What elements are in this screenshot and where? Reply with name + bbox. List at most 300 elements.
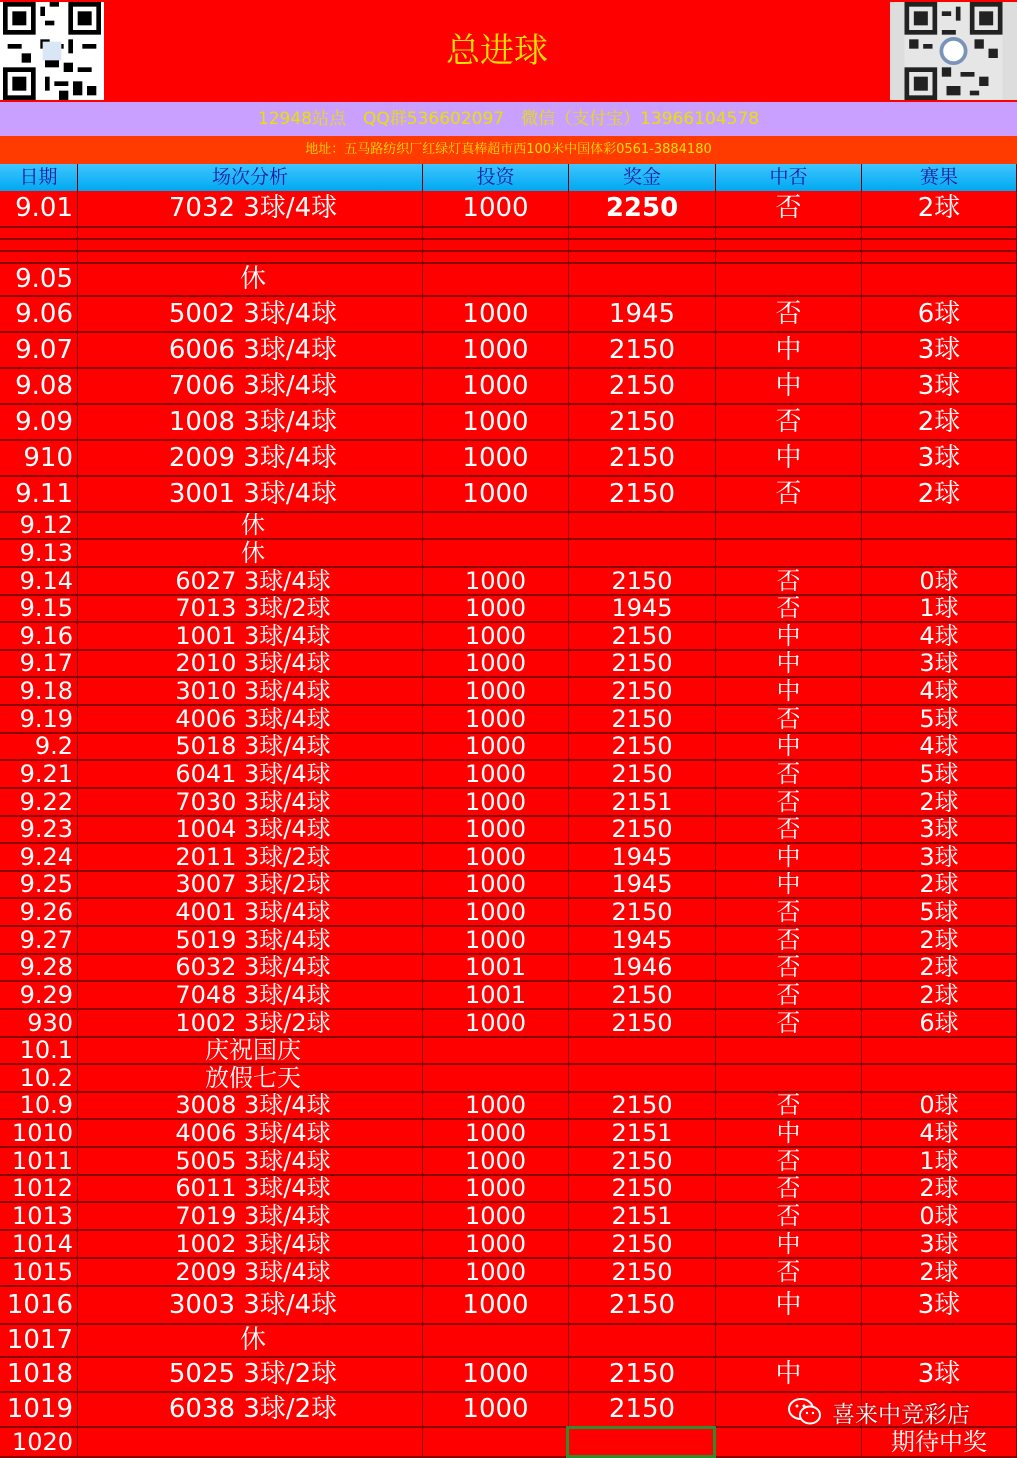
cell-prize: 2150 <box>569 405 716 439</box>
table-row <box>0 1176 1017 1203</box>
cell-match: 1002 3球/4球 <box>78 1231 423 1257</box>
cell-date: 1011 <box>0 1148 78 1174</box>
cell-prize: 1945 <box>569 596 716 621</box>
cell-match: 2009 3球/4球 <box>78 1259 423 1285</box>
cell-date: 9.11 <box>0 477 78 511</box>
cell-match: 1001 3球/4球 <box>78 623 423 649</box>
cell-result: 2球 <box>862 405 1017 439</box>
cell-stake: 1000 <box>423 297 569 331</box>
table-row <box>0 789 1017 817</box>
cell-stake <box>423 1065 569 1091</box>
table-row <box>0 706 1017 734</box>
cell-prize: 2150 <box>569 651 716 676</box>
wechat-icon <box>788 1397 822 1427</box>
cell-stake: 1000 <box>423 568 569 594</box>
cell-hit: 否 <box>716 1148 862 1174</box>
cell-stake: 1000 <box>423 1393 569 1426</box>
watermark <box>788 1392 970 1432</box>
cell-prize <box>569 240 716 250</box>
cell-hit: 中 <box>716 734 862 759</box>
cell-date: 1013 <box>0 1203 78 1229</box>
cell-result: 1球 <box>862 596 1017 621</box>
cell-stake: 1000 <box>423 1259 569 1285</box>
cell-hit: 否 <box>716 817 862 842</box>
cell-match: 5018 3球/4球 <box>78 734 423 759</box>
cell-match: 7030 3球/4球 <box>78 789 423 815</box>
cell-date: 9.05 <box>0 264 78 295</box>
cell-prize: 1945 <box>569 297 716 331</box>
cell-match: 5005 3球/4球 <box>78 1148 423 1174</box>
cell-hit: 否 <box>716 477 862 511</box>
cell-match <box>78 252 423 262</box>
cell-match: 4001 3球/4球 <box>78 899 423 925</box>
cell-prize: 2150 <box>569 369 716 403</box>
cell-date: 1012 <box>0 1176 78 1201</box>
table-row <box>0 191 1017 228</box>
cell-match: 7048 3球/4球 <box>78 982 423 1008</box>
cell-hit: 中 <box>716 844 862 870</box>
cell-match: 4006 3球/4球 <box>78 1120 423 1146</box>
cell-prize: 1946 <box>569 955 716 980</box>
cell-prize: 2150 <box>569 734 716 759</box>
cell-date: 9.21 <box>0 761 78 787</box>
cell-hit: 中 <box>716 623 862 649</box>
table-row <box>0 405 1017 441</box>
cell-stake: 1000 <box>423 1010 569 1036</box>
cell-hit: 中 <box>716 1287 862 1323</box>
cell-result: 2球 <box>862 982 1017 1008</box>
cell-match: 放假七天 <box>78 1065 423 1091</box>
cell-prize: 2150 <box>569 333 716 367</box>
cell-date: 10.2 <box>0 1065 78 1091</box>
cell-date: 9.2 <box>0 734 78 759</box>
cell-date: 9.24 <box>0 844 78 870</box>
cell-date <box>0 228 78 238</box>
cell-result: 1球 <box>862 1148 1017 1174</box>
cell-hit: 否 <box>716 1259 862 1285</box>
cell-match: 3010 3球/4球 <box>78 678 423 704</box>
cell-hit: 否 <box>716 1010 862 1036</box>
cell-hit: 否 <box>716 297 862 331</box>
cell-prize: 2150 <box>569 1393 716 1426</box>
cell-match: 7019 3球/4球 <box>78 1203 423 1229</box>
cell-hit: 中 <box>716 872 862 897</box>
cell-hit: 否 <box>716 1176 862 1201</box>
table-row <box>0 252 1017 264</box>
cell-result <box>862 264 1017 295</box>
cell-result: 6球 <box>862 1010 1017 1036</box>
table-row <box>0 927 1017 955</box>
cell-match: 7013 3球/2球 <box>78 596 423 621</box>
cell-prize: 2150 <box>569 623 716 649</box>
cell-stake: 1000 <box>423 1231 569 1257</box>
cell-date: 9.26 <box>0 899 78 925</box>
results-table <box>0 191 1017 1458</box>
cell-date: 9.16 <box>0 623 78 649</box>
cell-prize: 2150 <box>569 1259 716 1285</box>
cell-match: 3001 3球/4球 <box>78 477 423 511</box>
cell-prize: 2150 <box>569 568 716 594</box>
cell-date: 1014 <box>0 1231 78 1257</box>
cell-stake <box>423 1428 569 1456</box>
cell-match <box>78 1428 423 1456</box>
cell-match: 6041 3球/4球 <box>78 761 423 787</box>
cell-result <box>862 240 1017 250</box>
table-row <box>0 1325 1017 1358</box>
cell-prize <box>569 1065 716 1091</box>
table-row <box>0 1010 1017 1038</box>
cell-prize: 2150 <box>569 982 716 1008</box>
cell-match: 6027 3球/4球 <box>78 568 423 594</box>
cell-match: 4006 3球/4球 <box>78 706 423 732</box>
qr-code-right[interactable] <box>890 2 1017 100</box>
table-row <box>0 872 1017 899</box>
cell-result <box>862 252 1017 262</box>
cell-prize: 2150 <box>569 1148 716 1174</box>
cell-date: 9.29 <box>0 982 78 1008</box>
cell-stake <box>423 252 569 262</box>
cell-prize <box>569 252 716 262</box>
cell-hit: 否 <box>716 927 862 953</box>
cell-stake <box>423 240 569 250</box>
cell-hit <box>716 1428 862 1456</box>
table-row <box>0 1203 1017 1231</box>
cell-stake: 1000 <box>423 1203 569 1229</box>
cell-date: 9.22 <box>0 789 78 815</box>
cell-date: 9.13 <box>0 540 78 566</box>
cell-hit: 否 <box>716 955 862 980</box>
cell-match: 3003 3球/4球 <box>78 1287 423 1323</box>
cell-stake: 1001 <box>423 982 569 1008</box>
cell-stake: 1001 <box>423 955 569 980</box>
cell-hit: 中 <box>716 1120 862 1146</box>
cell-prize: 2150 <box>569 1093 716 1118</box>
table-row <box>0 596 1017 623</box>
cell-hit <box>716 1038 862 1063</box>
table-row <box>0 982 1017 1010</box>
cell-result: 4球 <box>862 734 1017 759</box>
cell-prize: 1945 <box>569 927 716 953</box>
cell-hit: 否 <box>716 191 862 226</box>
table-row <box>0 844 1017 872</box>
cell-result: 2球 <box>862 789 1017 815</box>
cell-result: 4球 <box>862 1120 1017 1146</box>
qr-code-icon <box>890 2 1017 100</box>
table-row <box>0 761 1017 789</box>
highlight-box <box>566 1426 716 1458</box>
cell-stake <box>423 540 569 566</box>
table-row <box>0 333 1017 369</box>
cell-result: 6球 <box>862 297 1017 331</box>
cell-date: 9.01 <box>0 191 78 226</box>
table-row <box>0 264 1017 297</box>
cell-result: 3球 <box>862 1231 1017 1257</box>
cell-result: 0球 <box>862 568 1017 594</box>
table-row <box>0 1358 1017 1393</box>
cell-hit <box>716 513 862 538</box>
cell-match: 6006 3球/4球 <box>78 333 423 367</box>
cell-result: 2球 <box>862 927 1017 953</box>
cell-stake <box>423 1038 569 1063</box>
cell-prize: 2150 <box>569 1287 716 1323</box>
cell-result: 3球 <box>862 844 1017 870</box>
cell-match: 休 <box>78 513 423 538</box>
cell-result: 2球 <box>862 1259 1017 1285</box>
cell-date: 9.28 <box>0 955 78 980</box>
table-row <box>0 540 1017 568</box>
cell-stake: 1000 <box>423 441 569 475</box>
cell-hit <box>716 1065 862 1091</box>
cell-prize: 2150 <box>569 1010 716 1036</box>
cell-prize: 2150 <box>569 441 716 475</box>
cell-stake: 1000 <box>423 734 569 759</box>
cell-prize <box>569 228 716 238</box>
column-header-date: 日期 <box>0 164 78 191</box>
column-header-hit: 中否 <box>716 164 862 191</box>
table-row <box>0 369 1017 405</box>
cell-match: 1008 3球/4球 <box>78 405 423 439</box>
cell-stake: 1000 <box>423 333 569 367</box>
cell-match: 6038 3球/2球 <box>78 1393 423 1426</box>
cell-prize <box>569 540 716 566</box>
cell-match: 6011 3球/4球 <box>78 1176 423 1201</box>
cell-date: 1010 <box>0 1120 78 1146</box>
cell-match: 休 <box>78 540 423 566</box>
cell-date: 1015 <box>0 1259 78 1285</box>
cell-match: 2009 3球/4球 <box>78 441 423 475</box>
cell-hit: 中 <box>716 333 862 367</box>
cell-date: 1016 <box>0 1287 78 1323</box>
table-row <box>0 1148 1017 1176</box>
cell-prize: 2150 <box>569 817 716 842</box>
cell-match: 3008 3球/4球 <box>78 1093 423 1118</box>
cell-date: 1020 <box>0 1428 78 1456</box>
cell-stake: 1000 <box>423 1093 569 1118</box>
cell-stake: 1000 <box>423 405 569 439</box>
table-row <box>0 1231 1017 1259</box>
cell-stake: 1000 <box>423 872 569 897</box>
cell-prize: 2150 <box>569 1358 716 1391</box>
table-row <box>0 228 1017 240</box>
cell-date: 9.06 <box>0 297 78 331</box>
cell-stake <box>423 228 569 238</box>
cell-stake: 1000 <box>423 899 569 925</box>
table-row <box>0 441 1017 477</box>
cell-result: 2球 <box>862 955 1017 980</box>
table-header <box>0 164 1017 191</box>
qr-code-icon <box>0 2 104 100</box>
cell-date: 1018 <box>0 1358 78 1391</box>
cell-hit: 否 <box>716 405 862 439</box>
cell-result: 5球 <box>862 761 1017 787</box>
cell-result: 3球 <box>862 441 1017 475</box>
cell-date: 9.27 <box>0 927 78 953</box>
cell-prize: 1945 <box>569 844 716 870</box>
cell-match: 2010 3球/4球 <box>78 651 423 676</box>
cell-date: 9.25 <box>0 872 78 897</box>
cell-match: 1004 3球/4球 <box>78 817 423 842</box>
cell-result: 2球 <box>862 477 1017 511</box>
table-row <box>0 1093 1017 1120</box>
cell-date: 1019 <box>0 1393 78 1426</box>
cell-result: 0球 <box>862 1093 1017 1118</box>
cell-stake: 1000 <box>423 623 569 649</box>
cell-result <box>862 513 1017 538</box>
cell-hit: 否 <box>716 568 862 594</box>
cell-result: 2球 <box>862 872 1017 897</box>
cell-hit: 中 <box>716 369 862 403</box>
cell-stake <box>423 1325 569 1356</box>
cell-prize: 1945 <box>569 872 716 897</box>
cell-match: 5019 3球/4球 <box>78 927 423 953</box>
cell-match: 1002 3球/2球 <box>78 1010 423 1036</box>
qr-code-left[interactable] <box>0 2 104 100</box>
watermark-text: 喜来中竞彩店 <box>832 1401 970 1428</box>
cell-result: 5球 <box>862 706 1017 732</box>
cell-match: 6032 3球/4球 <box>78 955 423 980</box>
cell-stake: 1000 <box>423 1287 569 1323</box>
cell-result <box>862 1038 1017 1063</box>
cell-prize: 2151 <box>569 1120 716 1146</box>
cell-hit: 否 <box>716 899 862 925</box>
cell-stake: 1000 <box>423 844 569 870</box>
cell-result: 0球 <box>862 1203 1017 1229</box>
cell-prize: 2150 <box>569 1176 716 1201</box>
table-row <box>0 1287 1017 1325</box>
table-row <box>0 513 1017 540</box>
cell-match: 5025 3球/2球 <box>78 1358 423 1391</box>
cell-hit: 中 <box>716 678 862 704</box>
cell-date: 9.07 <box>0 333 78 367</box>
table-row <box>0 817 1017 844</box>
cell-result: 5球 <box>862 899 1017 925</box>
cell-result: 3球 <box>862 1358 1017 1391</box>
cell-stake: 1000 <box>423 1120 569 1146</box>
cell-result <box>862 1325 1017 1356</box>
cell-date: 9.14 <box>0 568 78 594</box>
table-row <box>0 568 1017 596</box>
cell-stake: 1000 <box>423 1148 569 1174</box>
cell-date: 9.08 <box>0 369 78 403</box>
table-row <box>0 678 1017 706</box>
contact-bar: 12948站点 QQ群536602097 微信（支付宝）13966104578 <box>0 102 1017 136</box>
cell-prize: 2150 <box>569 706 716 732</box>
cell-date: 1017 <box>0 1325 78 1356</box>
column-header-match: 场次分析 <box>78 164 423 191</box>
cell-hit: 否 <box>716 789 862 815</box>
cell-prize: 2150 <box>569 1231 716 1257</box>
cell-stake: 1000 <box>423 651 569 676</box>
cell-result: 3球 <box>862 651 1017 676</box>
cell-prize <box>569 1038 716 1063</box>
cell-result: 3球 <box>862 333 1017 367</box>
cell-date: 9.17 <box>0 651 78 676</box>
cell-hit: 中 <box>716 441 862 475</box>
cell-hit: 否 <box>716 1203 862 1229</box>
cell-prize: 2150 <box>569 477 716 511</box>
cell-stake: 1000 <box>423 789 569 815</box>
cell-hit: 否 <box>716 982 862 1008</box>
cell-date: 9.09 <box>0 405 78 439</box>
cell-prize: 2150 <box>569 899 716 925</box>
table-row <box>0 477 1017 513</box>
cell-date <box>0 252 78 262</box>
table-row <box>0 240 1017 252</box>
cell-hit <box>716 228 862 238</box>
cell-hit: 否 <box>716 761 862 787</box>
cell-prize: 2151 <box>569 1203 716 1229</box>
address-bar: 地址：五马路纺织厂红绿灯真棒超市西100米中国体彩0561-3884180 <box>0 136 1017 164</box>
cell-date: 9.23 <box>0 817 78 842</box>
cell-stake <box>423 264 569 295</box>
cell-prize: 2151 <box>569 789 716 815</box>
cell-date: 930 <box>0 1010 78 1036</box>
cell-stake <box>423 513 569 538</box>
cell-hit <box>716 540 862 566</box>
cell-result: 期待中奖 <box>862 1428 1017 1456</box>
table-row <box>0 623 1017 651</box>
cell-match: 休 <box>78 264 423 295</box>
cell-result: 4球 <box>862 623 1017 649</box>
cell-match: 庆祝国庆 <box>78 1038 423 1063</box>
cell-result: 3球 <box>862 1287 1017 1323</box>
cell-result: 3球 <box>862 369 1017 403</box>
cell-hit: 中 <box>716 651 862 676</box>
table-row <box>0 899 1017 927</box>
cell-hit: 中 <box>716 1358 862 1391</box>
table-row <box>0 1259 1017 1287</box>
table-row <box>0 1065 1017 1093</box>
cell-match: 7006 3球/4球 <box>78 369 423 403</box>
cell-stake: 1000 <box>423 1176 569 1201</box>
cell-date: 910 <box>0 441 78 475</box>
cell-stake: 1000 <box>423 678 569 704</box>
cell-stake: 1000 <box>423 1358 569 1391</box>
cell-result: 2球 <box>862 191 1017 226</box>
cell-stake: 1000 <box>423 191 569 226</box>
cell-result <box>862 228 1017 238</box>
cell-stake: 1000 <box>423 706 569 732</box>
cell-result: 2球 <box>862 1176 1017 1201</box>
cell-hit: 中 <box>716 1231 862 1257</box>
cell-date <box>0 240 78 250</box>
table-row <box>0 1428 1017 1458</box>
table-row <box>0 297 1017 333</box>
cell-result <box>862 1065 1017 1091</box>
cell-prize <box>569 513 716 538</box>
cell-hit: 否 <box>716 596 862 621</box>
cell-stake: 1000 <box>423 596 569 621</box>
cell-prize <box>569 1325 716 1356</box>
cell-hit <box>716 240 862 250</box>
cell-stake: 1000 <box>423 817 569 842</box>
table-row <box>0 1038 1017 1065</box>
cell-prize: 2250 <box>569 191 716 226</box>
table-row <box>0 651 1017 678</box>
cell-hit: 否 <box>716 706 862 732</box>
cell-result <box>862 540 1017 566</box>
cell-match: 7032 3球/4球 <box>78 191 423 226</box>
column-header-prize: 奖金 <box>569 164 716 191</box>
cell-date: 9.18 <box>0 678 78 704</box>
table-row <box>0 734 1017 761</box>
table-row <box>0 1120 1017 1148</box>
cell-stake: 1000 <box>423 477 569 511</box>
cell-prize <box>569 264 716 295</box>
cell-prize: 2150 <box>569 678 716 704</box>
column-header-stake: 投资 <box>423 164 569 191</box>
page-title: 总进球 <box>446 31 548 71</box>
